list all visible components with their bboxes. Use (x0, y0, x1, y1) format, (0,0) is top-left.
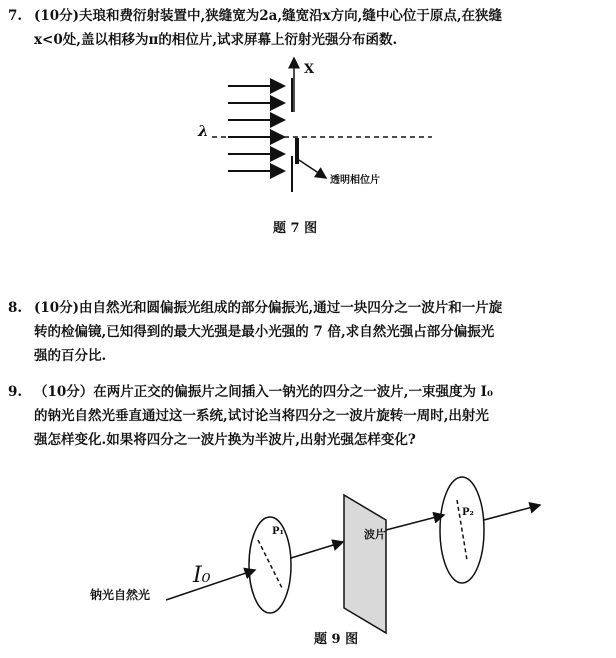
question-9-text-1: （10分）在两片正交的偏振片之间插入一钠光的四分之一波片,一束强度为 I₀ (34, 384, 493, 400)
question-9-text-3: 强怎样变化.如果将四分之一波片换为半波片,出射光强怎样变化? (34, 432, 416, 448)
incident-light-arrows (228, 86, 284, 171)
wave-plate-label: 波片 (364, 528, 386, 541)
question-8-text-1: (10分)由自然光和圆偏振光组成的部分偏振光,通过一块四分之一波片和一片旋 (34, 300, 503, 316)
phase-plate (295, 138, 299, 164)
figure-9-caption: 题 9 图 (314, 632, 359, 647)
lambda-label: λ (198, 122, 209, 140)
wave-plate (344, 495, 386, 633)
question-8-text-3: 强的百分比. (34, 348, 107, 364)
question-9-line-1 (8, 380, 608, 404)
polarizer-p1 (249, 517, 291, 613)
x-axis-label: X (304, 62, 315, 77)
question-9-text-2: 的钠光自然光垂直通过这一系统,试讨论当将四分之一波片旋转一周时,出射光 (34, 408, 489, 424)
figure-9 (166, 477, 540, 633)
question-8 (8, 296, 608, 368)
figure-7-caption: 题 7 图 (273, 221, 318, 236)
question-8-number: 8. (8, 300, 23, 316)
question-7-number: 7. (8, 8, 23, 24)
question-8-line-1 (8, 296, 608, 320)
p1-label: P₁ (272, 526, 284, 537)
question-9-number: 9. (8, 384, 23, 400)
source-label: 钠光自然光 (90, 588, 151, 602)
question-7-text-2: x<0处,盖以相移为π的相位片,试求屏幕上衍射光强分布函数. (34, 32, 398, 48)
p2-label: P₂ (462, 507, 474, 518)
beam-1 (291, 542, 343, 558)
intensity-label: I₀ (193, 563, 211, 588)
output-beam-arrow (484, 505, 540, 520)
question-8-text-2: 转的检偏镜,已知得到的最大光强是最小光强的 7 倍,求自然光强占部分偏振光 (34, 324, 495, 340)
question-9 (8, 380, 608, 452)
question-7-text-1: (10分)夫琅和费衍射装置中,狭缝宽为2a,缝宽沿x方向,缝中心位于原点,在狭缝 (34, 8, 503, 24)
p1-axis (258, 540, 283, 590)
beam-2 (386, 515, 444, 530)
phase-plate-label: 透明相位片 (330, 175, 380, 186)
plate-pointer (299, 160, 326, 178)
